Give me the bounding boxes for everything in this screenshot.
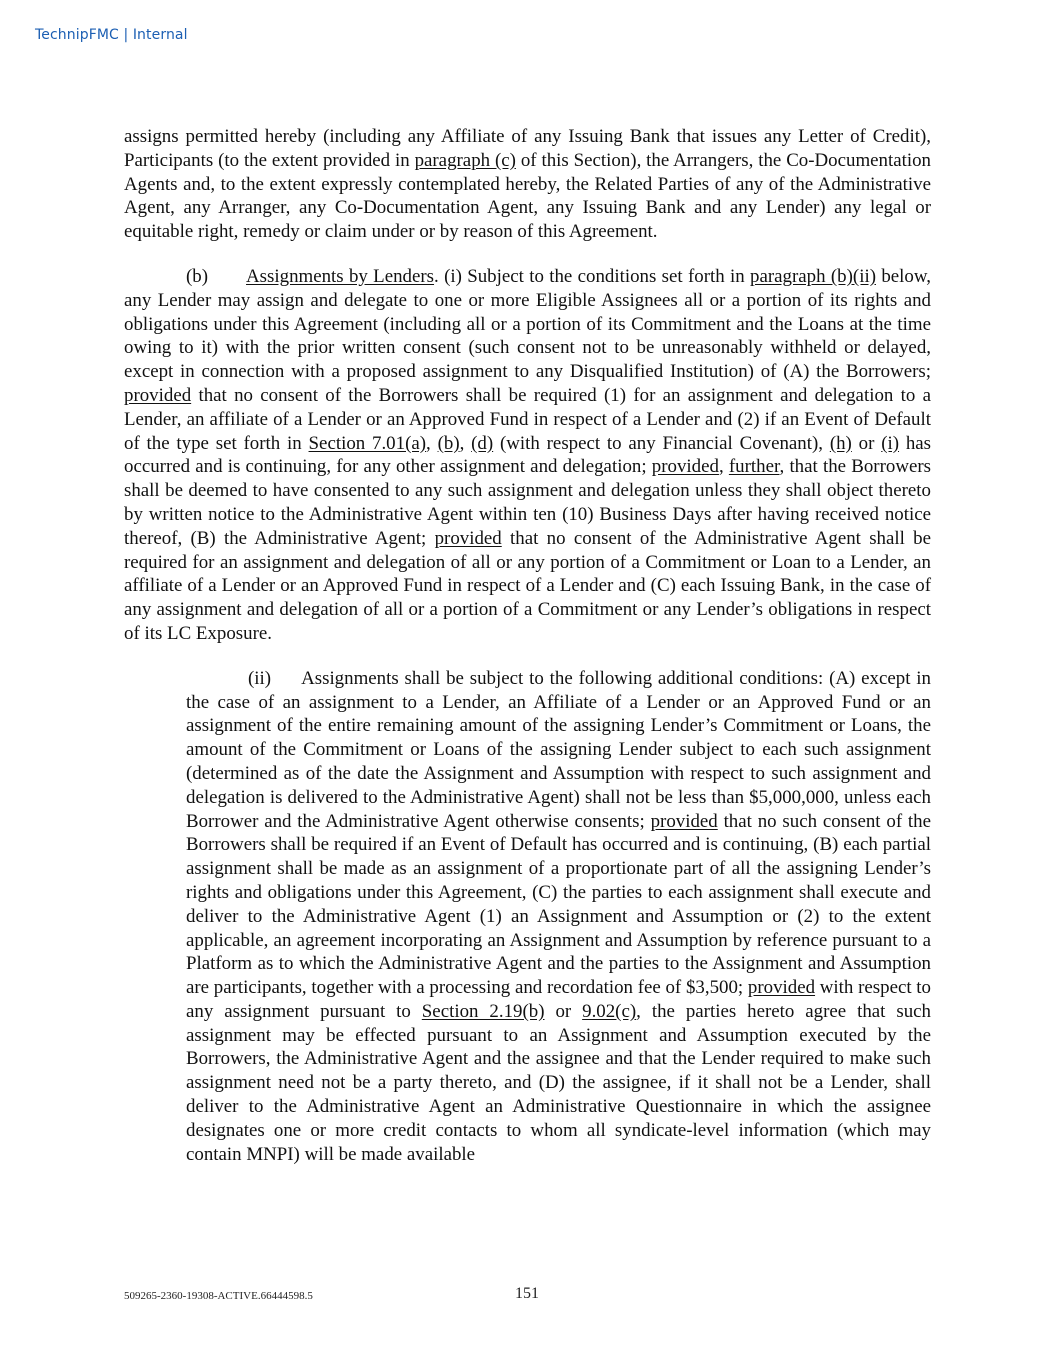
cross-reference-link: paragraph (c) (414, 149, 516, 171)
paragraph-label: (ii) (248, 667, 272, 689)
classification-label: TechnipFMC | Internal (35, 27, 188, 43)
cross-reference-link: 9.02(c) (582, 1000, 637, 1022)
further-term: further (728, 456, 780, 478)
provided-term: provided (434, 527, 502, 549)
paragraph-b-ii-additional-conditions: (ii) Assignments shall be subject to the following additional conditions: (A) except in the case of an assignment to a Lender, an Affiliate of a Lender or an Approved Fund or an assignment of the entire remaining amount of the assigning Lender’s Commitment or Loans, the amount of the Commitment or Loans of the assigning Lender subject to each such assignment (determined as of the date the Assignment and Assumption with respect to such assignment and delegation is delivered to the Administrative Agent) shall not be less than $5,000,000, unless each Borrower and the Administrative Agent otherwise consents; provided that no such consent of the Borrowers shall be required if an Event of Default has occurred and is continuing, (B) each partial assignment shall be made as an assignment of a proportionate part of all the assigning Lender’s rights and obligations under this Agreement, (C) the parties to each assignment shall execute and deliver to the Administrative Agent (1) an Assignment and Assumption or (2) to the extent applicable, an agreement incorporating an Assignment and Assumption by reference pursuant to a Platform as to which the Administrative Agent and the parties to the Assignment and Assumption are participants, together with a processing and recordation fee of $3,500; provided with respect to any assignment pursuant to Section 2.19(b) or 9.02(c), the parties hereto agree that such assignment may be effected pursuant to an Assignment and Assumption executed by the Borrowers, the Administrative Agent and the assignee and that the Lender required to make such assignment need not be a party thereto, and (D) the assignee, if it shall not be a Lender, shall deliver to the Administrative Agent an Administrative Questionnaire in which the assignee designates one or more credit contacts to whom all syndicate-level information (which may contain MNPI) will be made available (186, 667, 932, 1165)
provided-term: provided (124, 384, 192, 406)
provided-term: provided (747, 977, 816, 999)
cross-reference-link: paragraph (b)(ii) (750, 265, 876, 287)
cross-reference-link: Section 2.19(b) (421, 1000, 545, 1022)
provided-term: provided (651, 456, 719, 478)
document-id: 509265-2360-19308-ACTIVE.66444598.5 (124, 1290, 313, 1302)
document-body (124, 125, 931, 1166)
cross-reference-link: Section 7.01(a) (308, 432, 427, 454)
page-number: 151 (515, 1285, 539, 1302)
paragraph-b-assignments-by-lenders: (b) Assignments by Lenders. (i) Subject to the conditions set forth in paragraph (b)(ii) below, any Lender may assign and delegate to one or more Eligible Assignees all or a portion of its rights and obligations under this Agreement (including all or a portion of its Commitment and the Loans at the time owing to it) with the prior written consent (such consent not to be unreasonably withheld or delayed, except in connection with a proposed assignment to any Disqualified Institution) of (A) the Borrowers; provided that no consent of the Borrowers shall be required (1) for an assignment and delegation to a Lender, an affiliate of a Lender or an Approved Fund in respect of a Lender and (2) if an Event of Default of the type set forth in Section 7.01(a), (b), (d) (with respect to any Financial Covenant), (h) or (i) has occurred and is continuing, for any other assignment and delegation; provided, further, that the Borrowers shall be deemed to have consented to any such assignment and delegation unless they shall object thereto by written notice to the Administrative Agent within ten (10) Business Days after having received notice thereof, (B) the Administrative Agent; provided that no consent of the Administrative Agent shall be required for an assignment and delegation of all or any portion of a Commitment or Loan to a Lender, an affiliate of a Lender or an Approved Fund in respect of a Lender and (C) each Issuing Bank, in the case of any assignment and delegation of all or a portion of a Commitment or any Lender’s obligations in respect of its LC Exposure. (124, 265, 932, 644)
cross-reference-link: (b) (437, 432, 460, 454)
paragraph-continuation: assigns permitted hereby (including any Affiliate of any Issuing Bank that issues any Letter of Credit), Participants (to the extent provided in paragraph (c) of this Section), the Arrangers, the Co-Documentation Agents and, to the extent expressly contemplated hereby, the Related Parties of any of the Administrative Agent, any Arranger, any Co-Documentation Agent, any Issuing Bank and any Lender) any legal or equitable right, remedy or claim under or by reason of this Agreement. (124, 126, 931, 243)
provided-term: provided (650, 810, 718, 832)
section-heading: Assignments by Lenders (246, 265, 435, 287)
cross-reference-link: (d) (471, 432, 494, 454)
cross-reference-link: (h) (829, 432, 852, 454)
cross-reference-link: (i) (881, 432, 900, 454)
paragraph-label: (b) (186, 265, 209, 287)
